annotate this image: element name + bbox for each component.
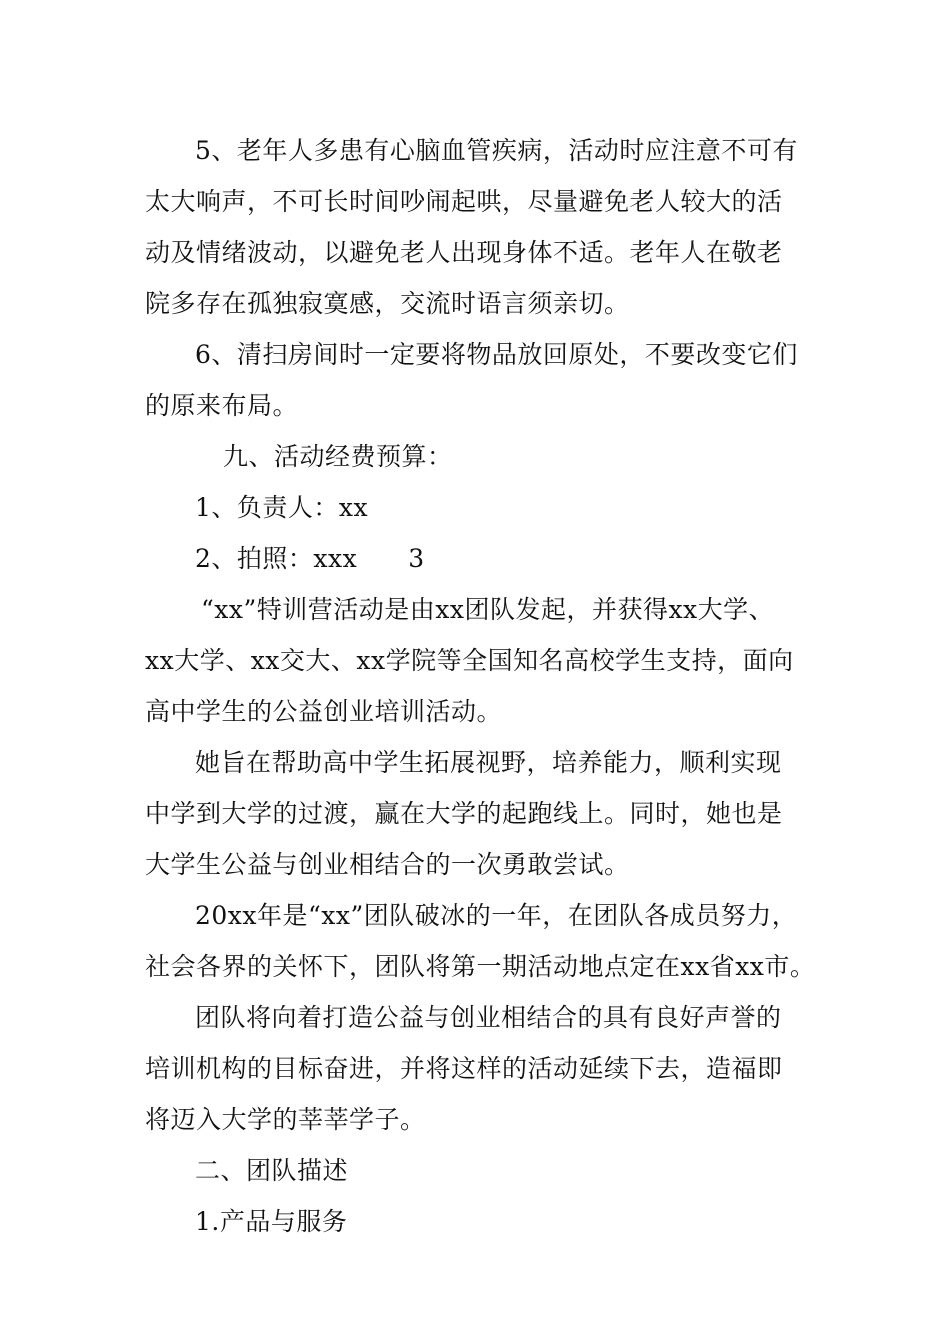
- paragraph-line: xx大学、xx交大、xx学院等全国知名高校学生支持，面向: [145, 646, 794, 675]
- paragraph-line: 太大响声，不可长时间吵闹起哄，尽量避免老人较大的活: [145, 187, 783, 216]
- paragraph-line: 将迈入大学的莘莘学子。: [145, 1105, 426, 1134]
- paragraph-line: 高中学生的公益创业培训活动。: [145, 697, 503, 726]
- list-item: 1、负责人：xx: [195, 493, 369, 522]
- list-item: 2、拍照：xxx 3: [195, 544, 425, 573]
- paragraph-line: 团队将向着打造公益与创业相结合的具有良好声誉的: [195, 1003, 782, 1032]
- paragraph-line: 动及情绪波动，以避免老人出现身体不适。老年人在敬老: [145, 238, 783, 267]
- paragraph-line: 她旨在帮助高中学生拓展视野，培养能力，顺利实现: [195, 748, 782, 777]
- paragraph-line: 20xx年是“xx”团队破冰的一年，在团队各成员努力，: [195, 901, 798, 930]
- section-heading: 二、团队描述: [195, 1156, 349, 1185]
- paragraph-line: 中学到大学的过渡，赢在大学的起跑线上。同时，她也是: [145, 799, 783, 828]
- paragraph-line: “xx”特训营活动是由xx团队发起，并获得xx大学、: [201, 595, 775, 624]
- section-heading: 九、活动经费预算：: [223, 442, 453, 471]
- paragraph-line: 5、老年人多患有心脑血管疾病，活动时应注意不可有: [195, 136, 798, 165]
- paragraph-line: 大学生公益与创业相结合的一次勇敢尝试。: [145, 850, 630, 879]
- paragraph-line: 社会各界的关怀下，团队将第一期活动地点定在xx省xx市。: [145, 952, 816, 981]
- paragraph-line: 的原来布局。: [145, 391, 299, 420]
- paragraph-line: 6、清扫房间时一定要将物品放回原处，不要改变它们: [195, 340, 798, 369]
- paragraph-line: 院多存在孤独寂寞感，交流时语言须亲切。: [145, 289, 630, 318]
- paragraph-line: 培训机构的目标奋进，并将这样的活动延续下去，造福即: [145, 1054, 783, 1083]
- subsection-heading: 1.产品与服务: [195, 1207, 348, 1236]
